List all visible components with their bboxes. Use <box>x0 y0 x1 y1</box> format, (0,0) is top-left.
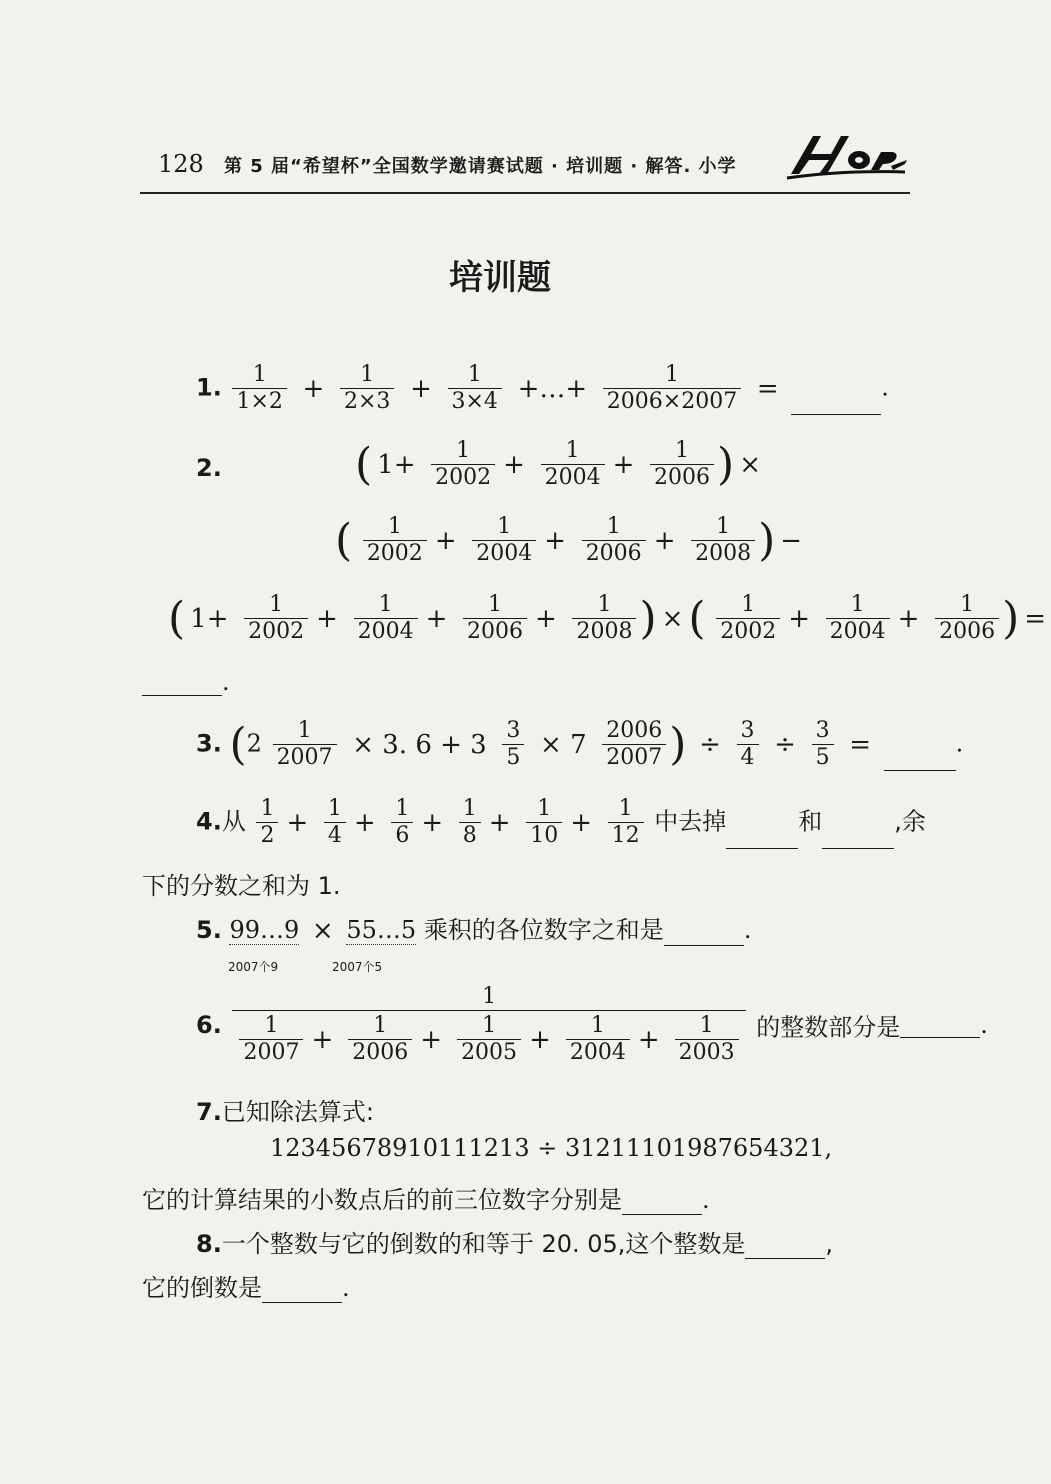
page-header <box>140 140 910 194</box>
repeated-fives: 55…5 <box>346 916 417 944</box>
answer-blank[interactable] <box>745 1234 825 1259</box>
fraction: $\frac{1}{1\times 2}$ <box>232 362 286 415</box>
answer-blank[interactable] <box>622 1190 702 1215</box>
section-title: 培训题 <box>449 258 551 298</box>
hope-logo-icon <box>783 130 908 182</box>
problem-5: 5. 99…9 × 55…5 乘积的各位数字之和是 . <box>196 916 752 946</box>
bleed-text <box>800 220 808 248</box>
answer-blank[interactable] <box>664 921 744 946</box>
fraction: $\frac{1}{3\times 4}$ <box>448 362 502 415</box>
problem-2-line2: ( $\frac{1}{2002}$ + $\frac{1}{2004}$ + $\frac{1}{2006}$ + $\frac{1}{2008}$ ) − <box>335 514 803 566</box>
big-fraction: 1 $\frac{1}{2007}$ + $\frac{1}{2006}$ + $\frac{1}{2005}$ + $\frac{1}{2004}$ + $\frac{1}{2003}$ <box>232 984 745 1066</box>
problem-6: 6. 1 $\frac{1}{2007}$ + $\frac{1}{2006}$ + $\frac{1}{2005}$ + $\frac{1}{2004}$ + $\frac{1}{2003}$ 的整数部分是 . <box>196 984 988 1065</box>
running-title: 第 5 届“希望杯”全国数学邀请赛试题 · 培训题 · 解答. 小学 <box>224 156 737 177</box>
problem-8-line2: 它的倒数是 . <box>142 1274 350 1302</box>
answer-blank[interactable] <box>900 1013 980 1038</box>
problem-1: 1. $\frac{1}{1\times 2}$ + $\frac{1}{2\times 3}$ + $\frac{1}{3\times 4}$ +…+ $\frac{1}{2006\times 2007}$ = . <box>196 362 889 414</box>
repeated-nines: 99…9 <box>229 916 300 944</box>
problem-2-blank-line: . <box>142 668 230 696</box>
fraction: $\frac{1}{2006\times 2007}$ <box>603 362 741 415</box>
answer-blank[interactable] <box>142 671 222 696</box>
division-expression: 12345678910111213 ÷ 31211101987654321, <box>270 1134 833 1162</box>
problem-8: 8.一个整数与它的倒数的和等于 20. 05,这个整数是 , <box>196 1230 834 1258</box>
problem-2-line1: ( 1+ $\frac{1}{2002}$ + $\frac{1}{2004}$ + $\frac{1}{2006}$ ) × <box>355 438 761 490</box>
problem-2-line3: ( 1+ $\frac{1}{2002}$ + $\frac{1}{2004}$ + $\frac{1}{2006}$ + $\frac{1}{2008}$ ) × ( $\frac{1}{2002}$ + $\frac{1}{2004}$ + $\frac{1}{2006}$ ) = <box>168 592 1047 644</box>
problem-2-number: 2. <box>196 454 222 482</box>
fraction: $\frac{1}{2\times 3}$ <box>340 362 394 415</box>
answer-blank[interactable] <box>822 824 894 849</box>
problem-3: 3. (2 $\frac{1}{2007}$ × 3. 6 + 3 $\frac{3}{5}$ × 7 $\frac{2006}{2007}$ ) ÷ $\frac{3}{4}$ ÷ $\frac{3}{5}$ = . <box>196 718 964 770</box>
underbrace-label-5: 2007个5 <box>332 960 383 974</box>
answer-blank[interactable] <box>884 746 956 771</box>
underbrace-label-9: 2007个9 <box>228 960 279 974</box>
answer-blank[interactable] <box>262 1278 342 1303</box>
problem-7: 7.已知除法算式: <box>196 1098 374 1126</box>
problem-number: 1. <box>196 373 222 402</box>
answer-blank[interactable] <box>791 390 881 415</box>
problem-4: 4.从 $\frac{1}{2}$ + $\frac{1}{4}$ + $\frac{1}{6}$ + $\frac{1}{8}$ + $\frac{1}{10}$ + $\frac{1}{12}$ 中去掉 和 ,余 <box>196 796 926 848</box>
problem-4-line2: 下的分数之和为 1. <box>142 872 341 900</box>
answer-blank[interactable] <box>726 824 798 849</box>
page-number: 128 <box>158 150 204 178</box>
problem-7-line3: 它的计算结果的小数点后的前三位数字分别是 . <box>142 1186 710 1214</box>
